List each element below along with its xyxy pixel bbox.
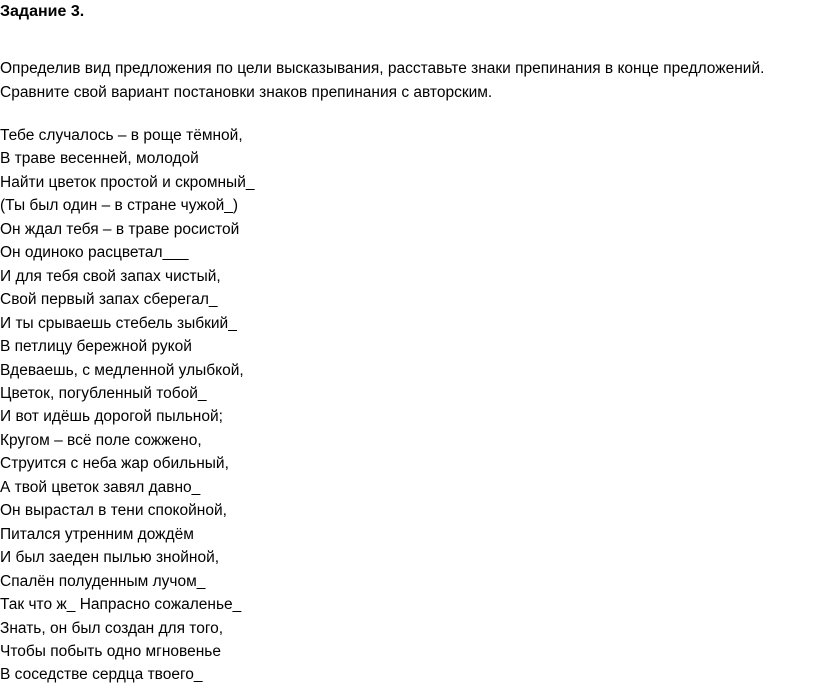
poem-line: Вдеваешь, с медленной улыбкой, <box>0 361 244 379</box>
poem-line: В соседстве сердца твоего_ <box>0 666 203 684</box>
poem-text <box>0 124 254 687</box>
poem-line: И был заеден пылью знойной, <box>0 549 220 567</box>
poem-line: Цветок, погубленный тобой_ <box>0 384 207 402</box>
poem-line: Питался утренним дождём <box>0 525 194 543</box>
poem-line: Он одиноко расцветал___ <box>0 244 189 262</box>
poem-line: Так что ж_ Напрасно сожаленье_ <box>0 596 242 614</box>
poem-line: И ты срываешь стебель зыбкий_ <box>0 314 237 332</box>
poem-line: Он ждал тебя – в траве росистой <box>0 220 240 238</box>
poem-line: Спалён полуденным лучом_ <box>0 572 206 590</box>
instruction-line: Определив вид предложения по цели высказывания, расставьте знаки препинания в конце предложений. <box>0 60 765 77</box>
poem-line: И вот идёшь дорогой пыльной; <box>0 408 223 426</box>
poem-line: Найти цветок простой и скромный_ <box>0 173 255 191</box>
task-title: Задание 3. <box>0 3 85 20</box>
poem-line: (Ты был один – в стране чужой_) <box>0 197 239 215</box>
poem-line: Струится с неба жар обильный, <box>0 455 229 473</box>
poem-line: Чтобы побыть одно мгновенье <box>0 642 221 660</box>
instruction-line: Сравните свой вариант постановки знаков препинания с авторским. <box>0 83 493 101</box>
poem-line: Свой первый запах сберегал_ <box>0 291 218 309</box>
task-instructions <box>0 57 764 104</box>
poem-line: Тебе случалось – в роще тёмной, <box>0 127 243 144</box>
poem-line: Кругом – всё поле сожжено, <box>0 431 202 449</box>
poem-line: А твой цветок завял давно_ <box>0 478 201 496</box>
poem-line: Знать, он был создан для того, <box>0 619 224 637</box>
poem-line: В петлицу бережной рукой <box>0 338 192 356</box>
poem-line: И для тебя свой запах чистый, <box>0 267 221 285</box>
poem-line: Он вырастал в тени спокойной, <box>0 502 227 520</box>
poem-line: В траве весенней, молодой <box>0 150 199 168</box>
